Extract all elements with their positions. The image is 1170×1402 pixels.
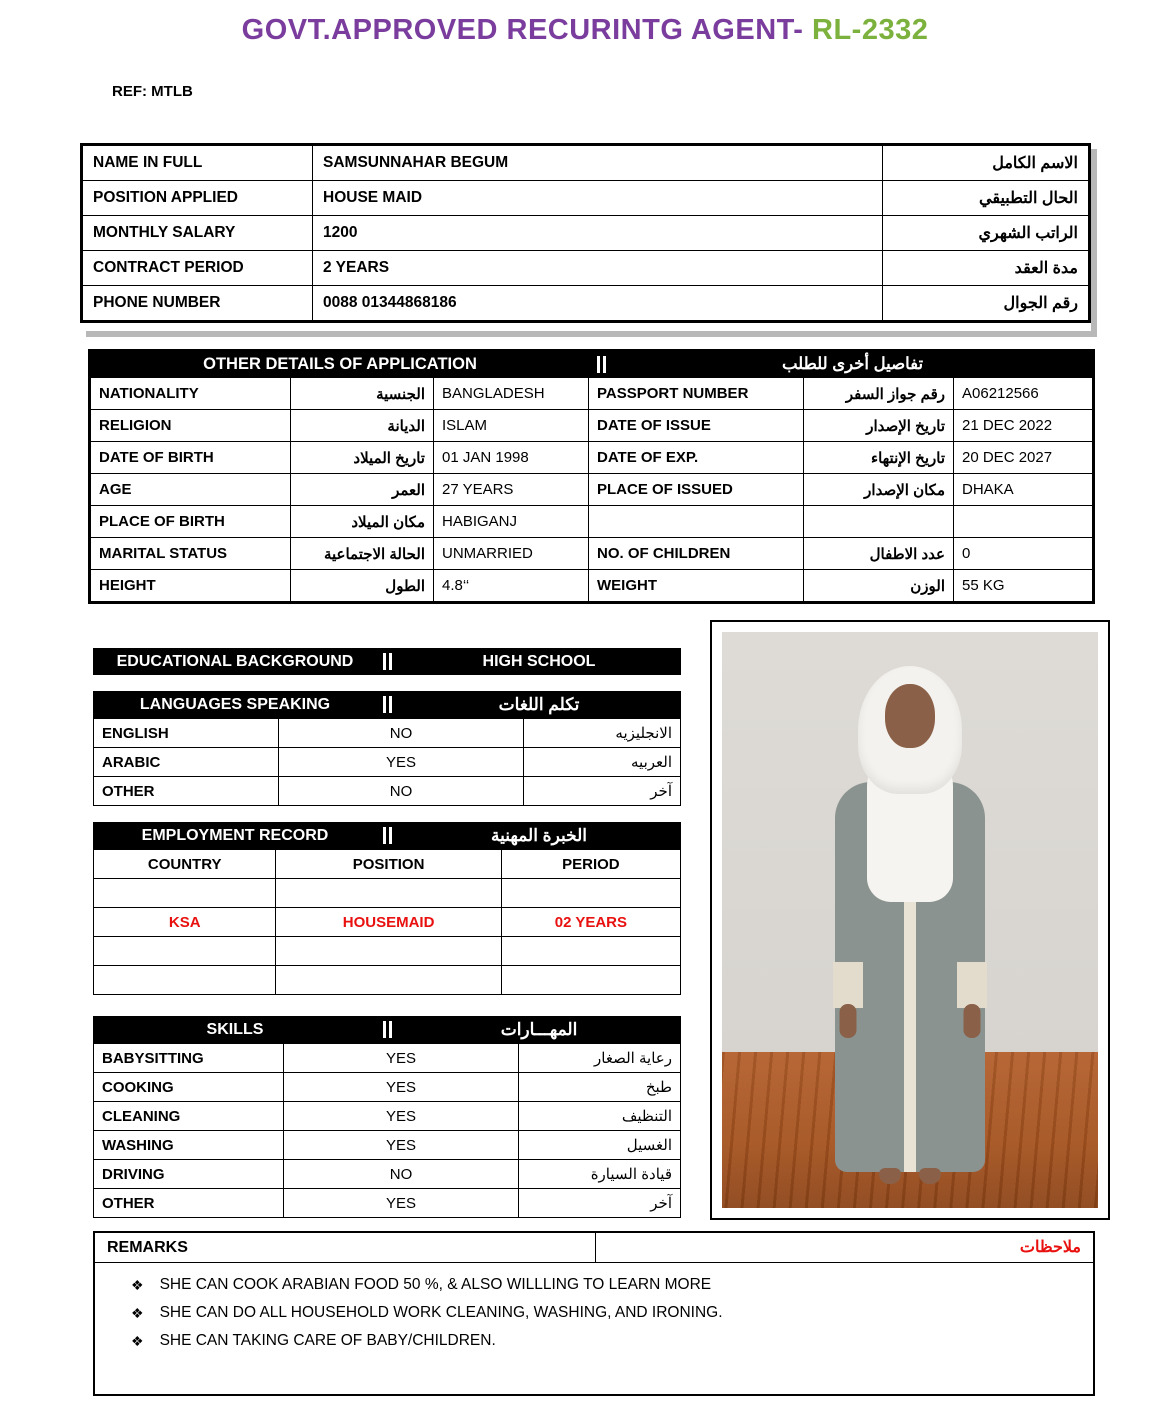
table-row [83, 216, 1089, 251]
employment-country: KSA [94, 908, 276, 937]
table-row [94, 1189, 681, 1218]
skill-name: OTHER [94, 1189, 284, 1218]
page-title [0, 0, 1170, 47]
row-value: 1200 [313, 216, 883, 251]
language-name-arabic: الانجليزيه [524, 719, 681, 748]
remarks-header [95, 1233, 1093, 1263]
other-details-section [88, 349, 1095, 604]
column-header-position: POSITION [276, 850, 501, 879]
other-details-header-arabic: تفاصيل أخرى للطلب [781, 355, 924, 373]
language-name: ENGLISH [94, 719, 279, 748]
row-label: MONTHLY SALARY [83, 216, 313, 251]
employment-country [94, 879, 276, 908]
photo-figure-face [885, 684, 935, 748]
skills-header-arabic: المهـــارات [500, 1019, 578, 1039]
skill-name-arabic: التنظيف [519, 1102, 681, 1131]
remarks-section [93, 1231, 1095, 1396]
remarks-text: SHE CAN DO ALL HOUSEHOLD WORK CLEANING, WASHING, AND IRONING. [159, 1304, 723, 1321]
skill-name-arabic: طبخ [519, 1073, 681, 1102]
diamond-bullet-icon: ❖ [131, 1333, 144, 1349]
field-label [589, 506, 804, 538]
education-value: HIGH SCHOOL [482, 652, 596, 670]
row-value: 2 YEARS [313, 251, 883, 286]
skill-value: YES [284, 1073, 519, 1102]
field-label-arabic: الطول [291, 570, 434, 602]
row-label: NAME IN FULL [83, 146, 313, 181]
education-bar [93, 648, 681, 675]
field-label: NATIONALITY [91, 378, 291, 410]
field-value: 01 JAN 1998 [434, 442, 589, 474]
field-label-arabic: العمر [291, 474, 434, 506]
diamond-bullet-icon: ❖ [131, 1277, 144, 1293]
field-value: 20 DEC 2027 [954, 442, 1093, 474]
table-row [94, 879, 681, 908]
education-section [93, 648, 681, 675]
field-label-arabic [804, 506, 954, 538]
languages-header-arabic: تكلم اللغات [498, 694, 580, 714]
employment-period: 02 YEARS [501, 908, 680, 937]
table-row [94, 966, 681, 995]
table-row [94, 719, 681, 748]
languages-header [93, 691, 681, 718]
field-label-arabic: تاريخ الإصدار [804, 410, 954, 442]
field-label-arabic: مكان الميلاد [291, 506, 434, 538]
header-divider [377, 1021, 397, 1038]
row-value: SAMSUNNAHAR BEGUM [313, 146, 883, 181]
row-label: POSITION APPLIED [83, 181, 313, 216]
table-row [94, 908, 681, 937]
table-row [91, 378, 1093, 410]
table-row [94, 1131, 681, 1160]
field-value [954, 506, 1093, 538]
skill-name-arabic: آخر [519, 1189, 681, 1218]
skill-name: DRIVING [94, 1160, 284, 1189]
skills-section [93, 1016, 681, 1218]
table-row [91, 538, 1093, 570]
remarks-line [131, 1299, 1093, 1327]
remarks-line [131, 1327, 1093, 1355]
language-name: OTHER [94, 777, 279, 806]
header-divider [377, 696, 397, 713]
field-label-arabic: تاريخ الإنتهاء [804, 442, 954, 474]
field-label-arabic: رقم جواز السفر [804, 378, 954, 410]
field-label: DATE OF ISSUE [589, 410, 804, 442]
other-details-header [90, 351, 1093, 377]
table-row [91, 442, 1093, 474]
field-label-arabic: الجنسية [291, 378, 434, 410]
page-title-main: GOVT.APPROVED RECURINTG AGENT- [241, 14, 804, 46]
skill-value: YES [284, 1131, 519, 1160]
table-row [83, 286, 1089, 321]
row-label-arabic: مدة العقد [883, 251, 1089, 286]
table-row [94, 1073, 681, 1102]
field-value: 27 YEARS [434, 474, 589, 506]
diamond-bullet-icon: ❖ [131, 1305, 144, 1321]
table-row [94, 777, 681, 806]
photo-figure-hand-right [964, 1004, 981, 1038]
employment-period [501, 879, 680, 908]
field-label-arabic: الديانة [291, 410, 434, 442]
field-label-arabic: الوزن [804, 570, 954, 602]
field-label: HEIGHT [91, 570, 291, 602]
employment-country [94, 966, 276, 995]
table-row [83, 181, 1089, 216]
employment-header-arabic: الخبرة المهنية [491, 825, 587, 845]
skill-name-arabic: رعاية الصغار [519, 1044, 681, 1073]
employment-position [276, 879, 501, 908]
table-row [94, 937, 681, 966]
skill-value: NO [284, 1160, 519, 1189]
skill-value: YES [284, 1044, 519, 1073]
table-row [94, 1160, 681, 1189]
field-label: PLACE OF BIRTH [91, 506, 291, 538]
photo-figure-sleeve-right [957, 962, 987, 1008]
table-row [91, 474, 1093, 506]
language-name: ARABIC [94, 748, 279, 777]
employment-period [501, 937, 680, 966]
employment-position [276, 966, 501, 995]
field-value: 0 [954, 538, 1093, 570]
remarks-line [131, 1271, 1093, 1299]
employment-header-label: EMPLOYMENT RECORD [141, 826, 329, 844]
field-label: PASSPORT NUMBER [589, 378, 804, 410]
top-table-shadow-bottom [86, 331, 1097, 337]
field-label: RELIGION [91, 410, 291, 442]
table-row [83, 146, 1089, 181]
skill-name: COOKING [94, 1073, 284, 1102]
skill-value: YES [284, 1102, 519, 1131]
column-header-country: COUNTRY [94, 850, 276, 879]
table-header-row [94, 850, 681, 879]
skill-value: YES [284, 1189, 519, 1218]
reference-code: REF: MTLB [112, 83, 193, 100]
languages-header-label: LANGUAGES SPEAKING [139, 695, 331, 713]
photo-figure-hand-left [840, 1004, 857, 1038]
skill-name: CLEANING [94, 1102, 284, 1131]
applicant-photo-frame [710, 620, 1110, 1220]
skills-header [93, 1016, 681, 1043]
field-value: 4.8‘‘ [434, 570, 589, 602]
skill-name-arabic: الغسيل [519, 1131, 681, 1160]
employment-period [501, 966, 680, 995]
field-label-arabic: تاريخ الميلاد [291, 442, 434, 474]
employment-header [93, 822, 681, 849]
page-title-license: RL-2332 [812, 14, 929, 46]
remarks-label-arabic: ملاحظات [595, 1233, 1093, 1262]
employment-position: HOUSEMAID [276, 908, 501, 937]
remarks-text: SHE CAN COOK ARABIAN FOOD 50 %, & ALSO WILLLING TO LEARN MORE [159, 1276, 712, 1293]
table-row [94, 1102, 681, 1131]
field-label-arabic: مكان الإصدار [804, 474, 954, 506]
header-divider [590, 356, 612, 373]
employment-position [276, 937, 501, 966]
field-value: BANGLADESH [434, 378, 589, 410]
table-row [91, 570, 1093, 602]
field-value: DHAKA [954, 474, 1093, 506]
employment-section [93, 822, 681, 995]
row-label: PHONE NUMBER [83, 286, 313, 321]
applicant-photo [722, 632, 1098, 1208]
header-divider [377, 653, 397, 670]
skill-name: WASHING [94, 1131, 284, 1160]
table-row [83, 251, 1089, 286]
row-value: 0088 01344868186 [313, 286, 883, 321]
row-label-arabic: الحال التطبيقي [883, 181, 1089, 216]
remarks-text: SHE CAN TAKING CARE OF BABY/CHILDREN. [159, 1332, 496, 1349]
field-value: HABIGANJ [434, 506, 589, 538]
header-divider [377, 827, 397, 844]
field-label: PLACE OF ISSUED [589, 474, 804, 506]
field-value: UNMARRIED [434, 538, 589, 570]
language-value: NO [279, 719, 524, 748]
table-row [94, 748, 681, 777]
skill-name: BABYSITTING [94, 1044, 284, 1073]
field-label: AGE [91, 474, 291, 506]
languages-section [93, 691, 681, 806]
field-label: WEIGHT [589, 570, 804, 602]
row-label-arabic: رقم الجوال [883, 286, 1089, 321]
table-row [94, 1044, 681, 1073]
row-label-arabic: الراتب الشهري [883, 216, 1089, 251]
skill-name-arabic: قيادة السيارة [519, 1160, 681, 1189]
table-row [91, 410, 1093, 442]
employment-country [94, 937, 276, 966]
row-label: CONTRACT PERIOD [83, 251, 313, 286]
column-header-period: PERIOD [501, 850, 680, 879]
table-row [91, 506, 1093, 538]
skills-header-label: SKILLS [206, 1020, 264, 1038]
language-value: NO [279, 777, 524, 806]
field-value: A06212566 [954, 378, 1093, 410]
other-details-header-label: OTHER DETAILS OF APPLICATION [203, 354, 477, 373]
row-label-arabic: الاسم الكامل [883, 146, 1089, 181]
education-label: EDUCATIONAL BACKGROUND [116, 652, 354, 670]
field-label: MARITAL STATUS [91, 538, 291, 570]
field-value: 55 KG [954, 570, 1093, 602]
photo-figure-sleeve-left [833, 962, 863, 1008]
remarks-body [95, 1263, 1093, 1355]
row-value: HOUSE MAID [313, 181, 883, 216]
field-label-arabic: عدد الاطفال [804, 538, 954, 570]
field-value: ISLAM [434, 410, 589, 442]
field-value: 21 DEC 2022 [954, 410, 1093, 442]
top-table-shadow-right [1091, 149, 1097, 337]
remarks-label: REMARKS [107, 1238, 188, 1256]
language-name-arabic: العربيه [524, 748, 681, 777]
applicant-summary-table [80, 143, 1091, 323]
field-label: DATE OF BIRTH [91, 442, 291, 474]
field-label: NO. OF CHILDREN [589, 538, 804, 570]
language-value: YES [279, 748, 524, 777]
field-label: DATE OF EXP. [589, 442, 804, 474]
language-name-arabic: آخر [524, 777, 681, 806]
field-label-arabic: الحالة الاجتماعية [291, 538, 434, 570]
